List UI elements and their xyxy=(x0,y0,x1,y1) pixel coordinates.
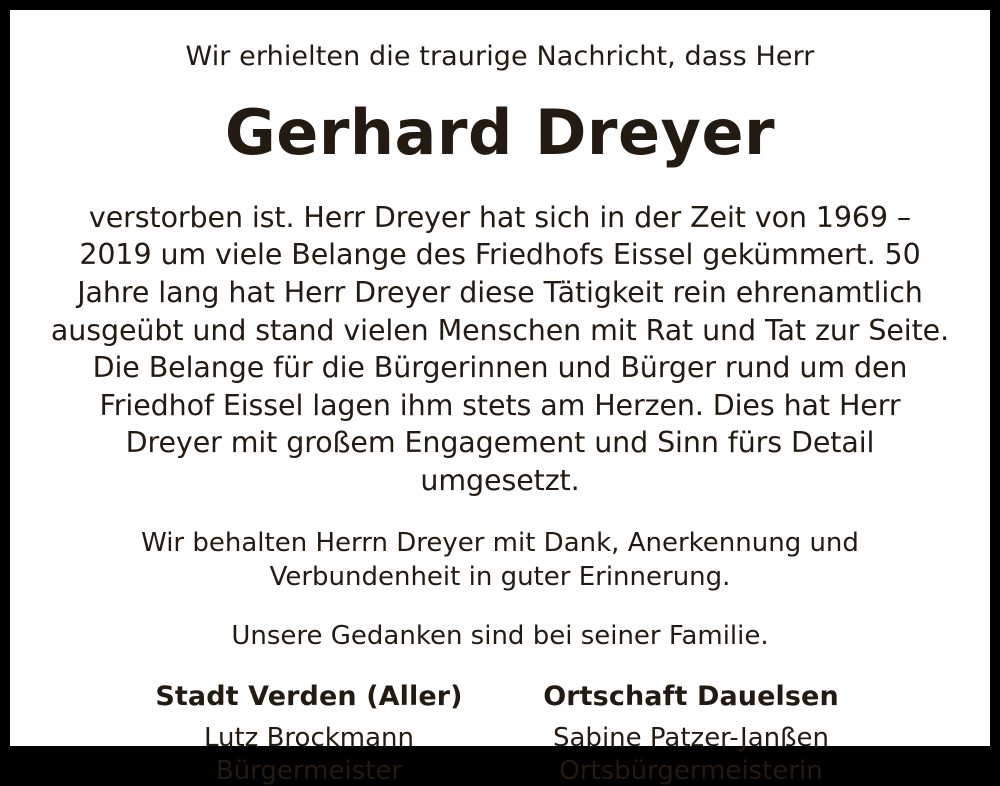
signature-role: Ortsbürgermeisterin xyxy=(559,756,823,786)
signature-organization: Stadt Verden (Aller) xyxy=(155,681,463,713)
signature-column xyxy=(154,681,464,786)
signature-role: Bürgermeister xyxy=(215,756,403,786)
signature-block xyxy=(56,681,944,786)
obituary-body: verstorben ist. Herr Dreyer hat sich in der Zeit von 1969 – 2019 um viele Belange des Friedhofs Eissel gekümmert. 50 Jahre lang hat Herr Dreyer diese Tätigkeit rein ehrenamtlich ausgeübt und stand vielen Menschen mit Rat und Tat zur Seite. Die Belange für die Bürgerinnen und Bürger rund um den Friedhof Eissel lagen ihm stets am Herzen. Dies hat Herr Dreyer mit großem Engagement und Sinn fürs Detail umgesetzt. xyxy=(50,200,950,498)
signature-person: Sabine Patzer-Janßen xyxy=(553,723,829,754)
obituary-notice xyxy=(10,10,990,786)
intro-line: Wir erhielten die traurige Nachricht, dass Herr xyxy=(185,41,815,72)
signature-person: Lutz Brockmann xyxy=(203,723,415,754)
signature-column xyxy=(536,681,846,786)
closing-line-1: Wir behalten Herrn Dreyer mit Dank, Anerkennung und Verbundenheit in guter Erinnerung. xyxy=(141,527,859,593)
deceased-name: Gerhard Dreyer xyxy=(224,95,776,169)
signature-organization: Ortschaft Dauelsen xyxy=(543,681,839,713)
closing-line-2: Unsere Gedanken sind bei seiner Familie. xyxy=(231,620,769,651)
